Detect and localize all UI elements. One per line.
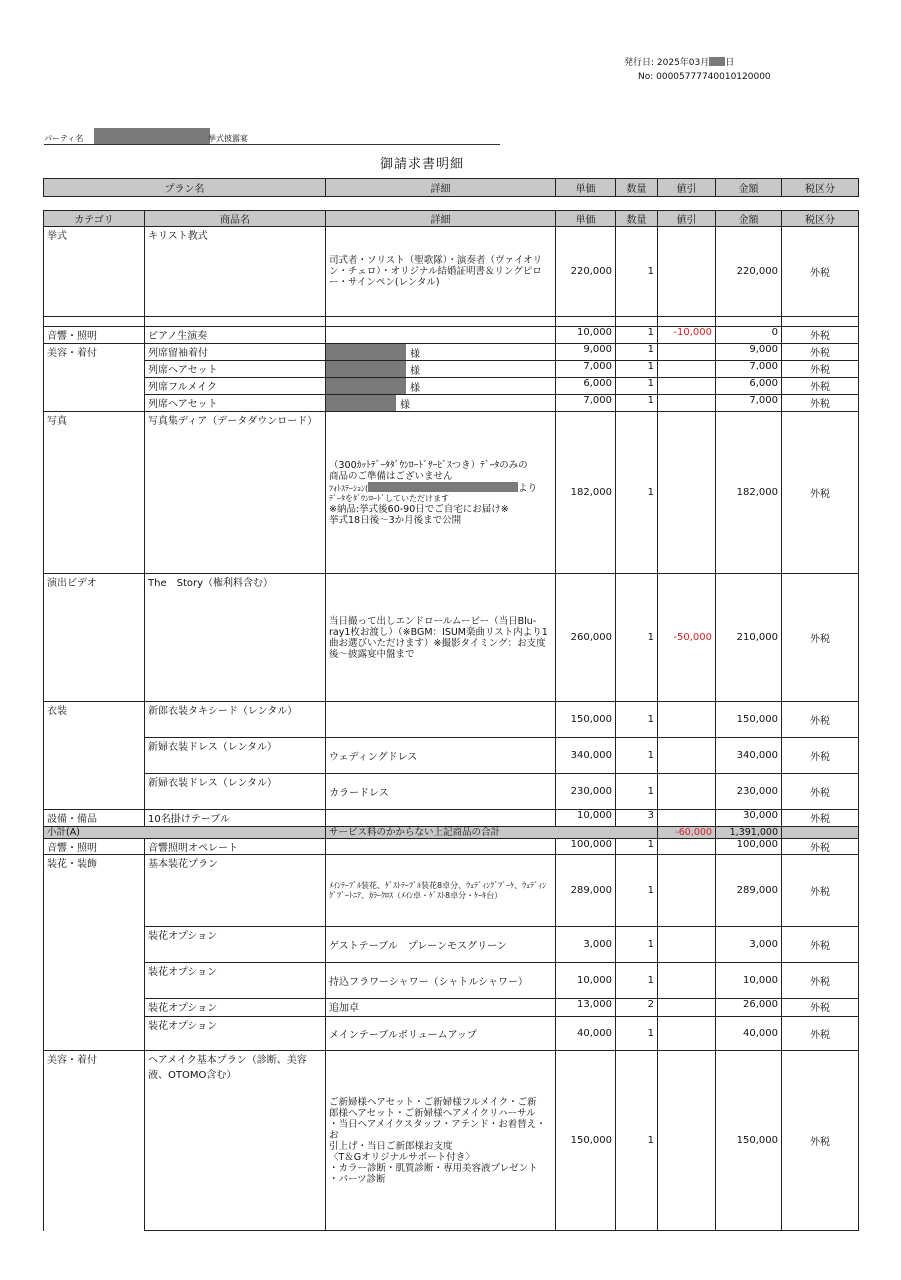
- plan-header-qty: 数量: [616, 179, 658, 197]
- header-category: カテゴリ: [44, 211, 145, 227]
- row-tax: 外税: [782, 1017, 859, 1051]
- row-amount: 10,000: [716, 963, 782, 999]
- row-product: 列席フルメイク: [145, 378, 326, 395]
- row-tax: 外税: [782, 574, 859, 702]
- row-amount: 3,000: [716, 927, 782, 963]
- detail-line: 引上げ・当日ご新郎様お支度: [329, 1140, 453, 1152]
- row-discount: [658, 1051, 716, 1231]
- row-discount: [658, 361, 716, 378]
- row-product: The Story（権利料含む）: [145, 574, 326, 702]
- detail-text: ﾌｫﾄｽﾃｰｼｮﾝ(: [329, 483, 369, 493]
- row-product: 写真集ディア（データダウンロード）: [145, 412, 326, 574]
- subtotal-amount: 1,391,000: [716, 827, 782, 839]
- row-amount: 340,000: [716, 738, 782, 774]
- row-tax: 外税: [782, 395, 859, 412]
- table-row: [44, 327, 859, 344]
- row-amount: 30,000: [716, 810, 782, 827]
- row-tax: 外税: [782, 412, 859, 574]
- row-category: [44, 395, 145, 412]
- row-qty: 1: [616, 855, 658, 927]
- header-tax: 税区分: [782, 211, 859, 227]
- row-product: 10名掛けテーブル: [145, 810, 326, 827]
- row-discount: [658, 855, 716, 927]
- row-product: ヘアメイク基本プラン（診断、美容液、OTOMO含む）: [145, 1051, 326, 1231]
- row-category: [44, 738, 145, 774]
- row-detail: ゲストテーブル プレーンモスグリーン: [326, 927, 556, 963]
- row-qty: 1: [616, 327, 658, 344]
- row-product: 装花オプション: [145, 927, 326, 963]
- subtotal-tax: [782, 827, 859, 839]
- row-category: [44, 774, 145, 810]
- row-price: 3,000: [556, 927, 616, 963]
- issue-date-text: 発行日: 2025年03月: [624, 58, 710, 68]
- row-amount: 40,000: [716, 1017, 782, 1051]
- row-discount: -10,000: [658, 327, 716, 344]
- table-row: [44, 1051, 859, 1231]
- row-price: 40,000: [556, 1017, 616, 1051]
- detail-line: ご新婦様ヘアセット・ご新婦様フルメイク・ご新: [329, 1096, 537, 1108]
- redaction: [709, 57, 725, 66]
- row-qty: 1: [616, 227, 658, 317]
- row-price: 10,000: [556, 327, 616, 344]
- row-price: 9,000: [556, 344, 616, 361]
- document-number: No: 00005777740010120000: [638, 72, 771, 82]
- plan-header-row: [44, 179, 859, 197]
- row-product: 列席ヘアセット: [145, 361, 326, 378]
- detail-line: ・パーツ診断: [329, 1173, 386, 1185]
- row-product: ピアノ生演奏: [145, 327, 326, 344]
- detail-line: ・当日ヘアメイクスタッフ・アテンド・お着替え・お: [329, 1118, 546, 1141]
- row-detail: カラードレス: [326, 774, 556, 810]
- row-category: [44, 361, 145, 378]
- subtotal-row: [44, 827, 859, 839]
- row-amount: 210,000: [716, 574, 782, 702]
- row-discount: [658, 702, 716, 738]
- table-row: [44, 927, 859, 963]
- subtotal-detail: サービス料のかからない上記商品の合計: [326, 827, 658, 839]
- row-price: 340,000: [556, 738, 616, 774]
- header-price: 単価: [556, 211, 616, 227]
- row-detail: [326, 361, 556, 378]
- row-tax: 外税: [782, 327, 859, 344]
- row-detail: [326, 395, 556, 412]
- table-row: [44, 395, 859, 412]
- row-detail: 当日撮って出しエンドロールムービー（当日Blu-ray1枚お渡し）（※BGM：ISUM楽曲リスト内より1曲お選びいただけます）※撮影タイミング：お支度後～披露宴中盤まで: [326, 574, 556, 702]
- party-label: パーティ名: [44, 134, 84, 143]
- row-detail: [326, 839, 556, 855]
- row-amount: 220,000: [716, 227, 782, 317]
- row-category: 美容・着付: [44, 1051, 145, 1231]
- detail-text: より: [518, 482, 538, 494]
- header-product: 商品名: [145, 211, 326, 227]
- row-amount: 182,000: [716, 412, 782, 574]
- row-amount: 150,000: [716, 702, 782, 738]
- row-tax: 外税: [782, 1051, 859, 1231]
- row-price: 100,000: [556, 839, 616, 855]
- table-row: [44, 378, 859, 395]
- row-discount: [658, 999, 716, 1017]
- detail-line: 挙式18日後～3か月後まで公開: [329, 514, 462, 526]
- detail-line: ﾃﾞｰﾀをﾀﾞｳﾝﾛｰﾄﾞしていただけます: [329, 493, 449, 503]
- row-detail: 持込フラワーシャワー（シャトルシャワー）: [326, 963, 556, 999]
- row-detail: [326, 327, 556, 344]
- detail-line: ・カラー診断・肌質診断・専用美容液プレゼント: [329, 1162, 538, 1174]
- row-category: 音響・照明: [44, 327, 145, 344]
- guest-name-redaction: [326, 395, 396, 411]
- detail-line: ※納品:挙式後60-90日でご自宅にお届け※: [329, 503, 509, 515]
- row-detail: ウェディングドレス: [326, 738, 556, 774]
- row-qty: 1: [616, 395, 658, 412]
- row-product: 新婦衣装ドレス（レンタル）: [145, 774, 326, 810]
- row-detail: [326, 702, 556, 738]
- row-discount: [658, 810, 716, 827]
- table-row: [44, 702, 859, 738]
- party-suffix: 挙式披露宴: [208, 134, 248, 143]
- party-name-redaction: [94, 128, 210, 145]
- redaction: [368, 482, 518, 492]
- plan-header-name: プラン名: [44, 179, 326, 197]
- row-price: 230,000: [556, 774, 616, 810]
- row-discount: [658, 738, 716, 774]
- subtotal-discount: -60,000: [658, 827, 716, 839]
- row-detail: [326, 412, 556, 574]
- plan-header-table: [43, 178, 859, 197]
- table-row: [44, 738, 859, 774]
- detail-line: 郎様ヘアセット・ご新婦様ヘアメイクリハーサル: [329, 1107, 536, 1119]
- table-row: [44, 344, 859, 361]
- table-row: [44, 574, 859, 702]
- table-row: [44, 839, 859, 855]
- row-detail: ﾒｲﾝﾃｰﾌﾞﾙ装花、ｹﾞｽﾄﾃｰﾌﾞﾙ装花8卓分、ｳｪﾃﾞｨﾝｸﾞﾌﾞｰｹ、ｳｪﾃﾞｨﾝｸﾞﾌﾞｰﾄﾆｱ、ｶﾗｰｸﾛｽ（ﾒｲﾝ卓・ｹﾞｽﾄ8卓分・ｹｰｷ台）: [326, 855, 556, 927]
- plan-header-amount: 金額: [716, 179, 782, 197]
- row-category: [44, 378, 145, 395]
- row-tax: 外税: [782, 963, 859, 999]
- row-discount: [658, 227, 716, 317]
- row-product: 装花オプション: [145, 963, 326, 999]
- detail-line: 商品のご準備はございません: [329, 470, 453, 482]
- row-price: 10,000: [556, 963, 616, 999]
- party-underline: [44, 144, 500, 145]
- row-price: 260,000: [556, 574, 616, 702]
- row-discount: [658, 774, 716, 810]
- row-amount: 7,000: [716, 361, 782, 378]
- row-category: [44, 999, 145, 1017]
- row-tax: 外税: [782, 738, 859, 774]
- row-amount: 230,000: [716, 774, 782, 810]
- table-row: [44, 412, 859, 574]
- row-tax: 外税: [782, 810, 859, 827]
- plan-header-detail: 詳細: [326, 179, 556, 197]
- row-price: 220,000: [556, 227, 616, 317]
- row-discount: [658, 378, 716, 395]
- row-amount: 7,000: [716, 395, 782, 412]
- row-qty: 3: [616, 810, 658, 827]
- row-product: 列席ヘアセット: [145, 395, 326, 412]
- row-amount: 6,000: [716, 378, 782, 395]
- spacer-row: [44, 317, 859, 327]
- row-category: [44, 927, 145, 963]
- row-tax: 外税: [782, 378, 859, 395]
- detail-line: [329, 482, 552, 494]
- row-product: 列席留袖着付: [145, 344, 326, 361]
- row-price: 182,000: [556, 412, 616, 574]
- row-detail: [326, 344, 556, 361]
- row-amount: 289,000: [716, 855, 782, 927]
- row-discount: [658, 1017, 716, 1051]
- row-category: 演出ビデオ: [44, 574, 145, 702]
- row-tax: 外税: [782, 227, 859, 317]
- row-amount: 9,000: [716, 344, 782, 361]
- row-price: 13,000: [556, 999, 616, 1017]
- row-detail: [326, 378, 556, 395]
- detail-line: （300ｶｯﾄﾃﾞｰﾀﾀﾞｳﾝﾛｰﾄﾞｻｰﾋﾞｽつき）ﾃﾞｰﾀのみの: [329, 459, 528, 471]
- row-category: [44, 1017, 145, 1051]
- table-row: [44, 855, 859, 927]
- table-row: [44, 774, 859, 810]
- row-product: 装花オプション: [145, 1017, 326, 1051]
- plan-header-discount: 値引: [658, 179, 716, 197]
- row-tax: 外税: [782, 927, 859, 963]
- row-qty: 1: [616, 1051, 658, 1231]
- row-qty: 1: [616, 774, 658, 810]
- row-qty: 1: [616, 839, 658, 855]
- row-qty: 1: [616, 412, 658, 574]
- row-amount: 0: [716, 327, 782, 344]
- table-row: [44, 1017, 859, 1051]
- row-category: 装花・装飾: [44, 855, 145, 927]
- row-price: 150,000: [556, 702, 616, 738]
- issue-date-suffix: 日: [725, 58, 735, 68]
- row-detail: メインテーブルボリュームアップ: [326, 1017, 556, 1051]
- row-detail: [326, 810, 556, 827]
- row-price: 7,000: [556, 395, 616, 412]
- row-discount: [658, 839, 716, 855]
- row-tax: 外税: [782, 839, 859, 855]
- row-qty: 1: [616, 927, 658, 963]
- row-category: 挙式: [44, 227, 145, 317]
- row-discount: [658, 927, 716, 963]
- row-detail: 司式者・ソリスト（聖歌隊）・演奏者（ヴァイオリン・チェロ）・オリジナル結婚証明書＆リングピロー・サインペン(レンタル): [326, 227, 556, 317]
- row-qty: 1: [616, 574, 658, 702]
- table-row: [44, 963, 859, 999]
- row-qty: 1: [616, 361, 658, 378]
- guest-name-redaction: [326, 344, 406, 360]
- row-category: 衣装: [44, 702, 145, 738]
- row-product: 装花オプション: [145, 999, 326, 1017]
- document-title: 御請求書明細: [380, 157, 465, 172]
- plan-header-price: 単価: [556, 179, 616, 197]
- row-product: 新婦衣装ドレス（レンタル）: [145, 738, 326, 774]
- row-discount: -50,000: [658, 574, 716, 702]
- row-amount: 26,000: [716, 999, 782, 1017]
- honorific: 様: [410, 383, 420, 394]
- row-price: 6,000: [556, 378, 616, 395]
- row-price: 10,000: [556, 810, 616, 827]
- row-tax: 外税: [782, 344, 859, 361]
- honorific: 様: [400, 400, 410, 411]
- issue-date: [624, 56, 734, 70]
- header-detail: 詳細: [326, 211, 556, 227]
- row-price: 7,000: [556, 361, 616, 378]
- row-qty: 1: [616, 1017, 658, 1051]
- row-detail: 追加卓: [326, 999, 556, 1017]
- honorific: 様: [410, 366, 420, 377]
- row-qty: 1: [616, 702, 658, 738]
- row-discount: [658, 344, 716, 361]
- table-row: [44, 999, 859, 1017]
- row-amount: 150,000: [716, 1051, 782, 1231]
- row-tax: 外税: [782, 774, 859, 810]
- row-discount: [658, 395, 716, 412]
- honorific: 様: [410, 349, 420, 360]
- row-amount: 100,000: [716, 839, 782, 855]
- table-row: [44, 227, 859, 317]
- row-tax: 外税: [782, 361, 859, 378]
- row-discount: [658, 412, 716, 574]
- table-row: [44, 361, 859, 378]
- row-discount: [658, 963, 716, 999]
- items-table: [43, 210, 859, 1231]
- row-qty: 1: [616, 344, 658, 361]
- header-discount: 値引: [658, 211, 716, 227]
- row-qty: 1: [616, 738, 658, 774]
- item-header-row: [44, 211, 859, 227]
- row-price: 150,000: [556, 1051, 616, 1231]
- row-category: 美容・着付: [44, 344, 145, 361]
- row-tax: 外税: [782, 855, 859, 927]
- row-category: 設備・備品: [44, 810, 145, 827]
- guest-name-redaction: [326, 378, 406, 394]
- plan-header-tax: 税区分: [782, 179, 859, 197]
- row-tax: 外税: [782, 999, 859, 1017]
- row-product: 新郎衣装タキシード（レンタル）: [145, 702, 326, 738]
- row-tax: 外税: [782, 702, 859, 738]
- row-category: 写真: [44, 412, 145, 574]
- row-qty: 2: [616, 999, 658, 1017]
- row-product: 基本装花プラン: [145, 855, 326, 927]
- row-product: キリスト教式: [145, 227, 326, 317]
- header-qty: 数量: [616, 211, 658, 227]
- row-qty: 1: [616, 963, 658, 999]
- table-row: [44, 810, 859, 827]
- row-detail: [326, 1051, 556, 1231]
- header-amount: 金額: [716, 211, 782, 227]
- detail-line: 〈T＆Gオリジナルサポート付き〉: [329, 1151, 475, 1163]
- row-qty: 1: [616, 378, 658, 395]
- row-category: 音響・照明: [44, 839, 145, 855]
- row-price: 289,000: [556, 855, 616, 927]
- subtotal-label: 小計(A): [44, 827, 326, 839]
- row-category: [44, 963, 145, 999]
- row-product: 音響照明オペレート: [145, 839, 326, 855]
- guest-name-redaction: [326, 361, 406, 377]
